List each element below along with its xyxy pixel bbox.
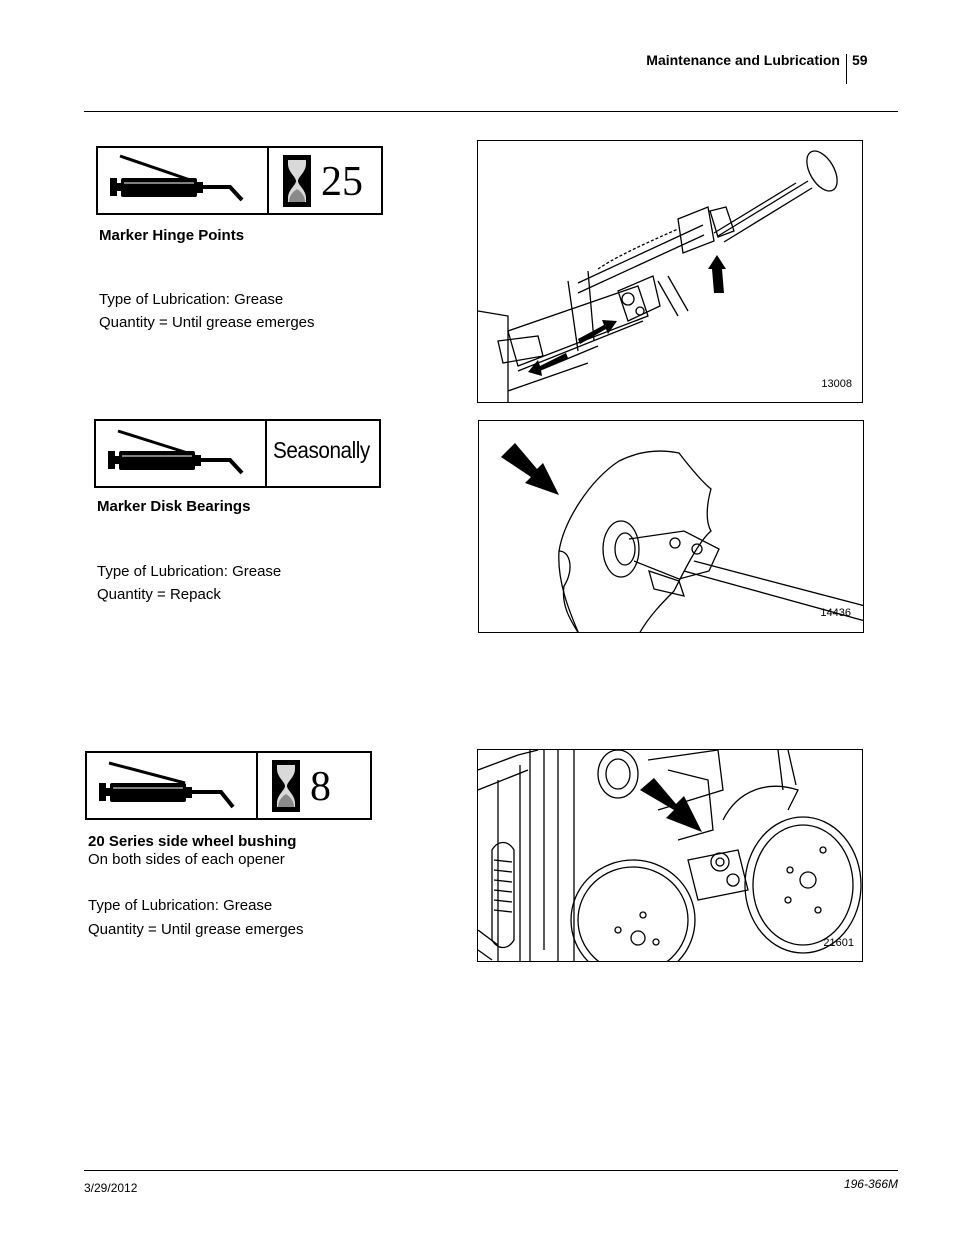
figure-marker-disk <box>478 420 864 633</box>
header-separator <box>846 54 847 84</box>
interval-hours: 25 <box>321 159 363 205</box>
section-title-side-wheel: 20 Series side wheel bushing <box>88 833 297 850</box>
footer-document-number: 196-366M <box>843 1177 898 1191</box>
figure-side-wheel <box>477 749 863 962</box>
figure-number: 13008 <box>821 378 852 390</box>
marker-disk-illustration <box>479 421 864 633</box>
lubrication-type: Type of Lubrication: Grease <box>97 563 282 580</box>
interval-panel <box>269 148 381 213</box>
section-subtitle: On both sides of each opener <box>88 851 285 868</box>
side-wheel-illustration <box>478 750 863 962</box>
lubrication-interval-box-2 <box>94 419 381 488</box>
lubrication-quantity: Quantity = Until grease emerges <box>88 921 304 938</box>
hourglass-icon <box>283 155 311 207</box>
figure-marker-hinge <box>477 140 863 403</box>
grease-gun-icon <box>96 421 267 486</box>
page-number: 59 <box>852 52 868 68</box>
lubrication-type: Type of Lubrication: Grease <box>88 897 273 914</box>
lubrication-quantity: Quantity = Until grease emerges <box>99 314 315 331</box>
grease-gun-icon <box>87 753 258 818</box>
footer-date: 3/29/2012 <box>84 1181 138 1195</box>
interval-hours: 8 <box>310 764 331 810</box>
section-title-marker-disk: Marker Disk Bearings <box>97 498 251 515</box>
grease-gun-icon <box>98 148 269 213</box>
section-title-marker-hinge: Marker Hinge Points <box>99 227 245 244</box>
header-rule <box>84 111 898 112</box>
interval-panel <box>258 753 370 818</box>
lubrication-interval-box-1 <box>96 146 383 215</box>
figure-number: 21601 <box>823 937 854 949</box>
lubrication-interval-box-3 <box>85 751 372 820</box>
hourglass-icon <box>272 760 300 812</box>
lubrication-quantity: Quantity = Repack <box>97 586 221 603</box>
interval-panel <box>267 421 379 486</box>
marker-hinge-illustration <box>478 141 863 403</box>
lubrication-type: Type of Lubrication: Grease <box>99 291 284 308</box>
section-title: Maintenance and Lubrication <box>646 52 840 68</box>
footer-rule <box>84 1170 898 1171</box>
interval-seasonally: Seasonally <box>273 437 370 463</box>
figure-number: 14436 <box>820 607 851 619</box>
